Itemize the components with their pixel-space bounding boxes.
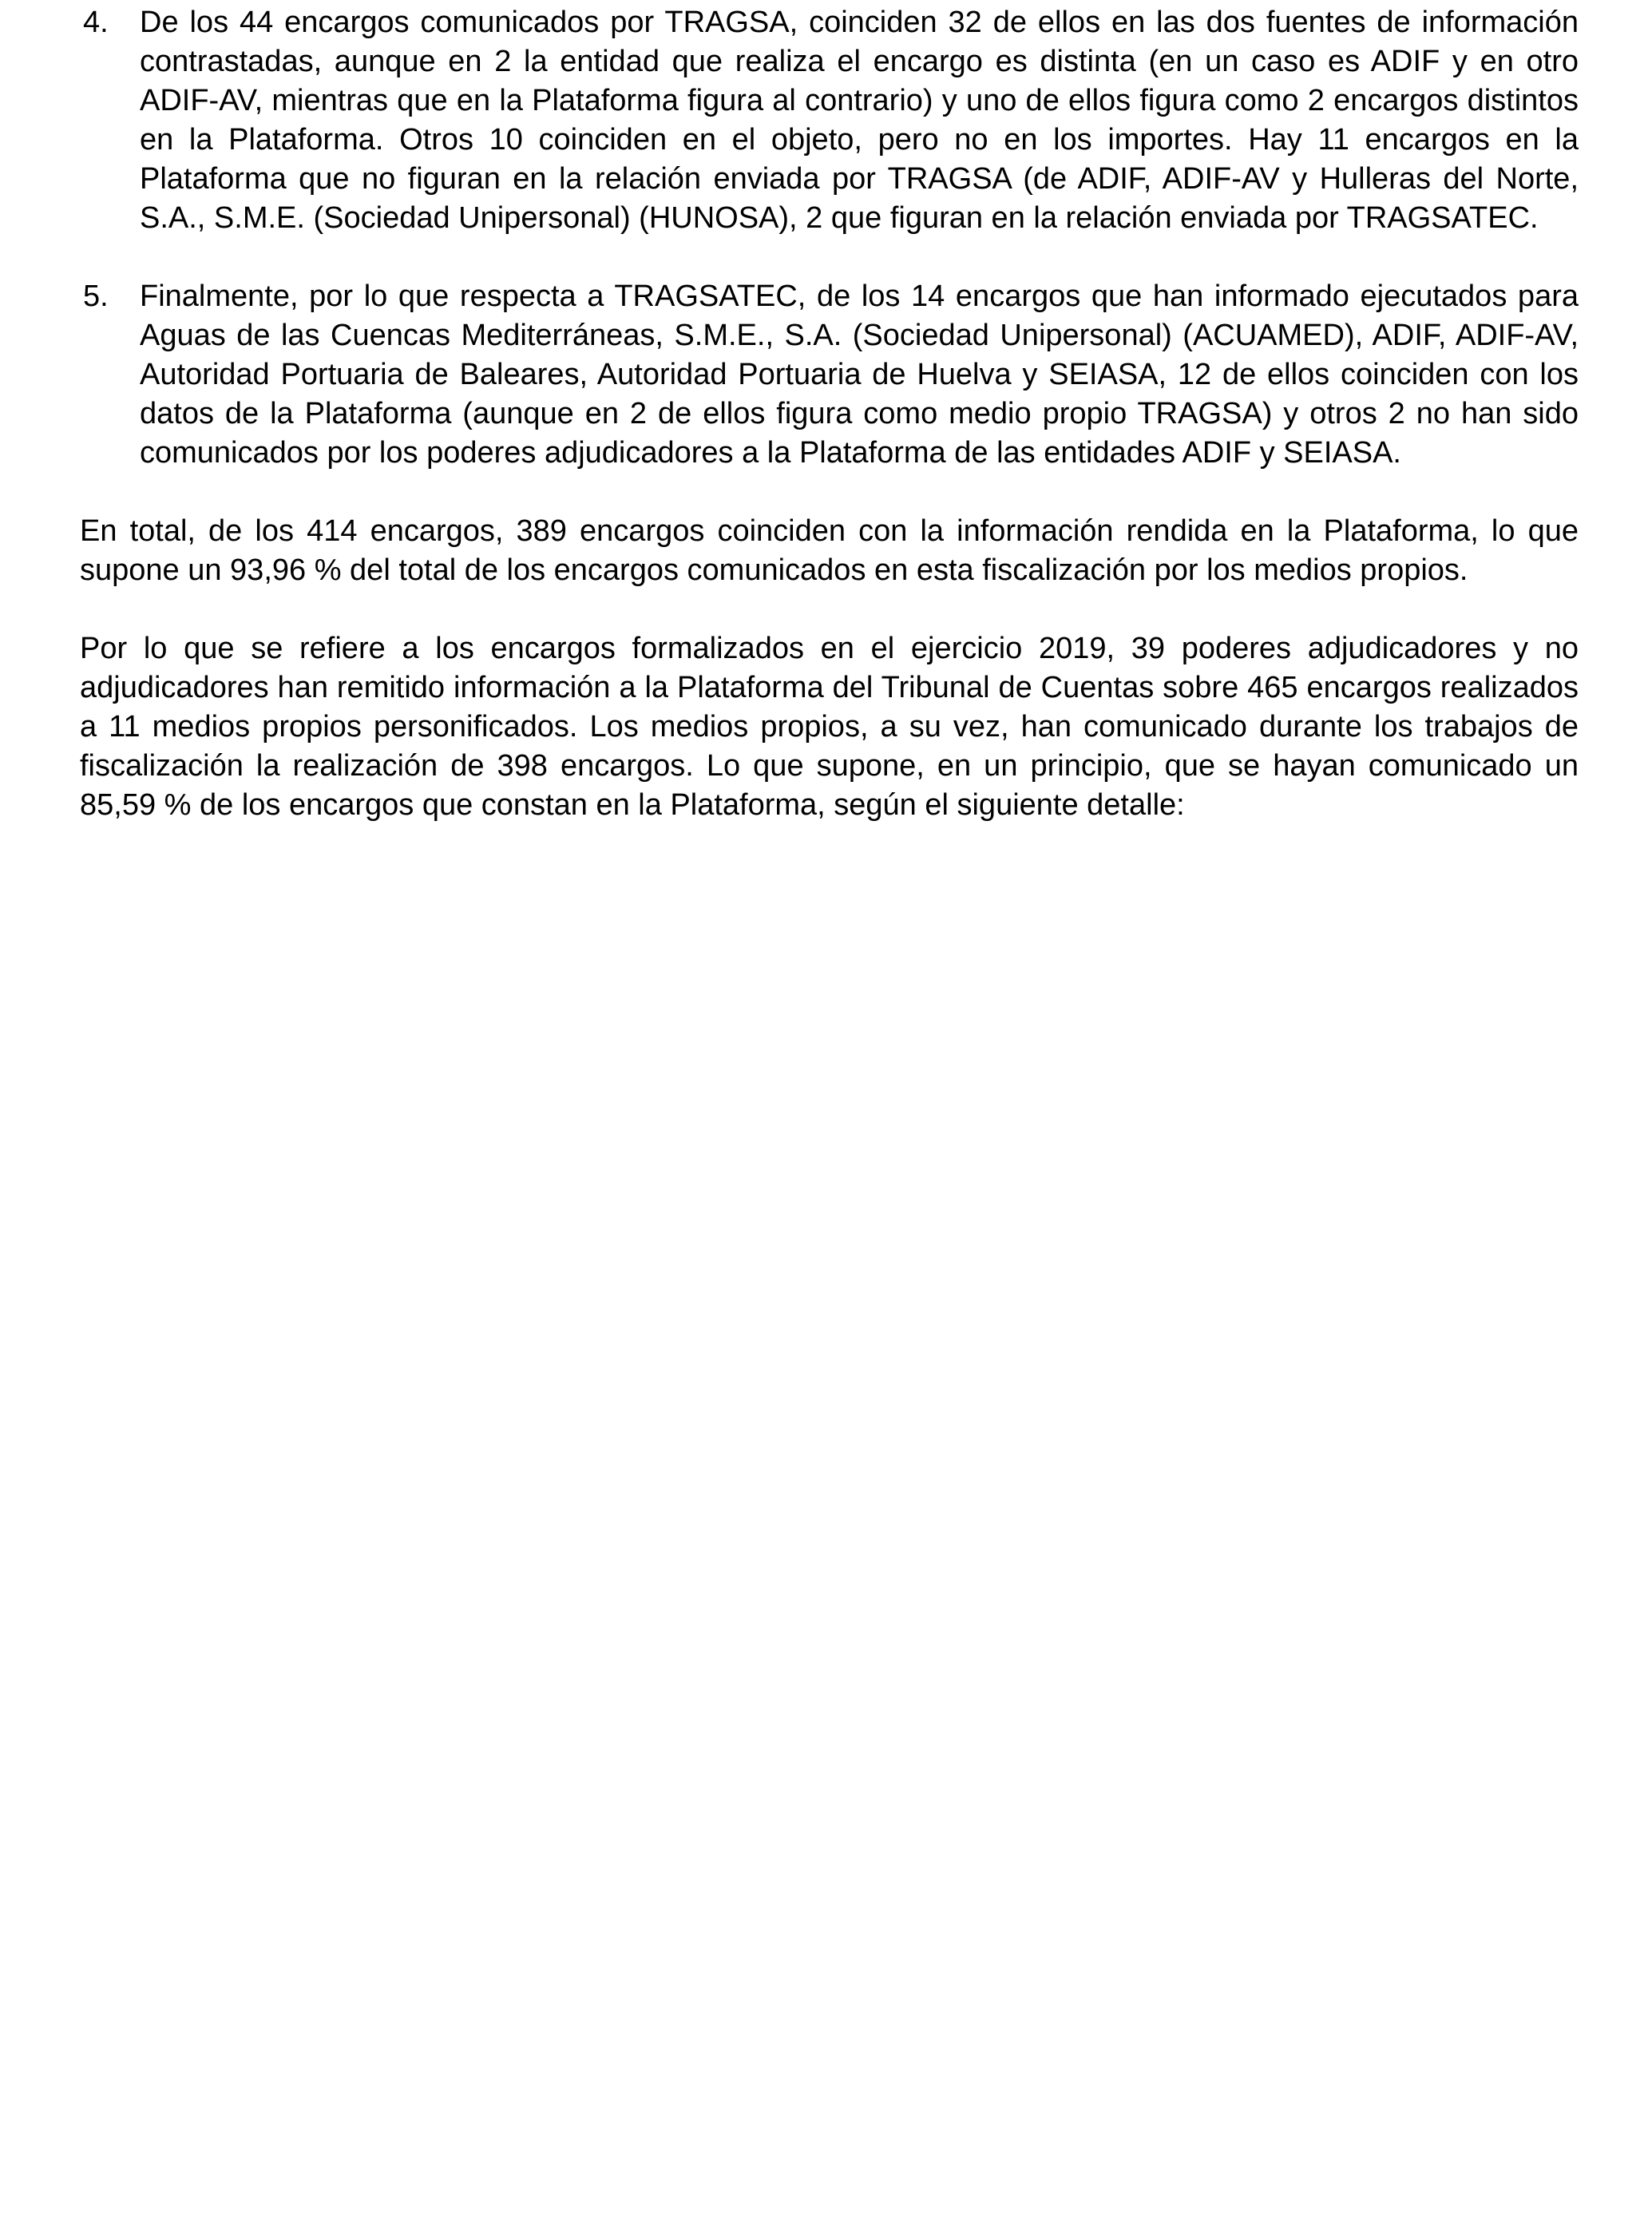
paragraph-ejercicio-2019: Por lo que se refiere a los encargos formalizados en el ejercicio 2019, 39 poderes adjudicadores y no adjudicadores han remitido información a la Plataforma del Tribunal de Cuentas sobre 465 encargos realizados a 11 medios propios personificados. Los medios propios, a su vez, han comunicado durante los trabajos de fiscalización la realización de 398 encargos. Lo que supone, en un principio, que se hayan comunicado un 85,59 % de los encargos que constan en la Plataforma, según el siguiente detalle: [80,632,1579,822]
list-item-text: Finalmente, por lo que respecta a TRAGSATEC, de los 14 encargos que han informado ejecutados para Aguas de las Cuencas Mediterráneas, S.M.E., S.A. (Sociedad Unipersonal) (ACUAMED), ADIF, ADIF-AV, Autoridad Portuaria de Baleares, Autoridad Portuaria de Huelva y SEIASA, 12 de ellos coinciden con los datos de la Plataforma (aunque en 2 de ellos figura como medio propio TRAGSA) y otros 2 no han sido comunicados por los poderes adjudicadores a la Plataforma de las entidades ADIF y SEIASA. [140,280,1579,470]
document-page [80,3,1579,864]
paragraph-total-encargos: En total, de los 414 encargos, 389 encargos coinciden con la información rendida en la Plataforma, lo que supone un 93,96 % del total de los encargos comunicados en esta fiscalización por los medios propios. [80,514,1579,587]
list-number: 4. [83,6,109,39]
list-item-5 [80,277,1579,473]
list-item-4 [80,3,1579,238]
list-item-text: De los 44 encargos comunicados por TRAGSA, coinciden 32 de ellos en las dos fuentes de información contrastadas, aunque en 2 la entidad que realiza el encargo es distinta (en un caso es ADIF y en otro ADIF-AV, mientras que en la Plataforma figura al contrario) y uno de ellos figura como 2 encargos distintos en la Plataforma. Otros 10 coinciden en el objeto, pero no en los importes. Hay 11 encargos en la Plataforma que no figuran en la relación enviada por TRAGSA (de ADIF, ADIF-AV y Hulleras del Norte, S.A., S.M.E. (Sociedad Unipersonal) (HUNOSA), 2 que figuran en la relación enviada por TRAGSATEC. [140,6,1579,235]
list-number: 5. [83,280,109,313]
